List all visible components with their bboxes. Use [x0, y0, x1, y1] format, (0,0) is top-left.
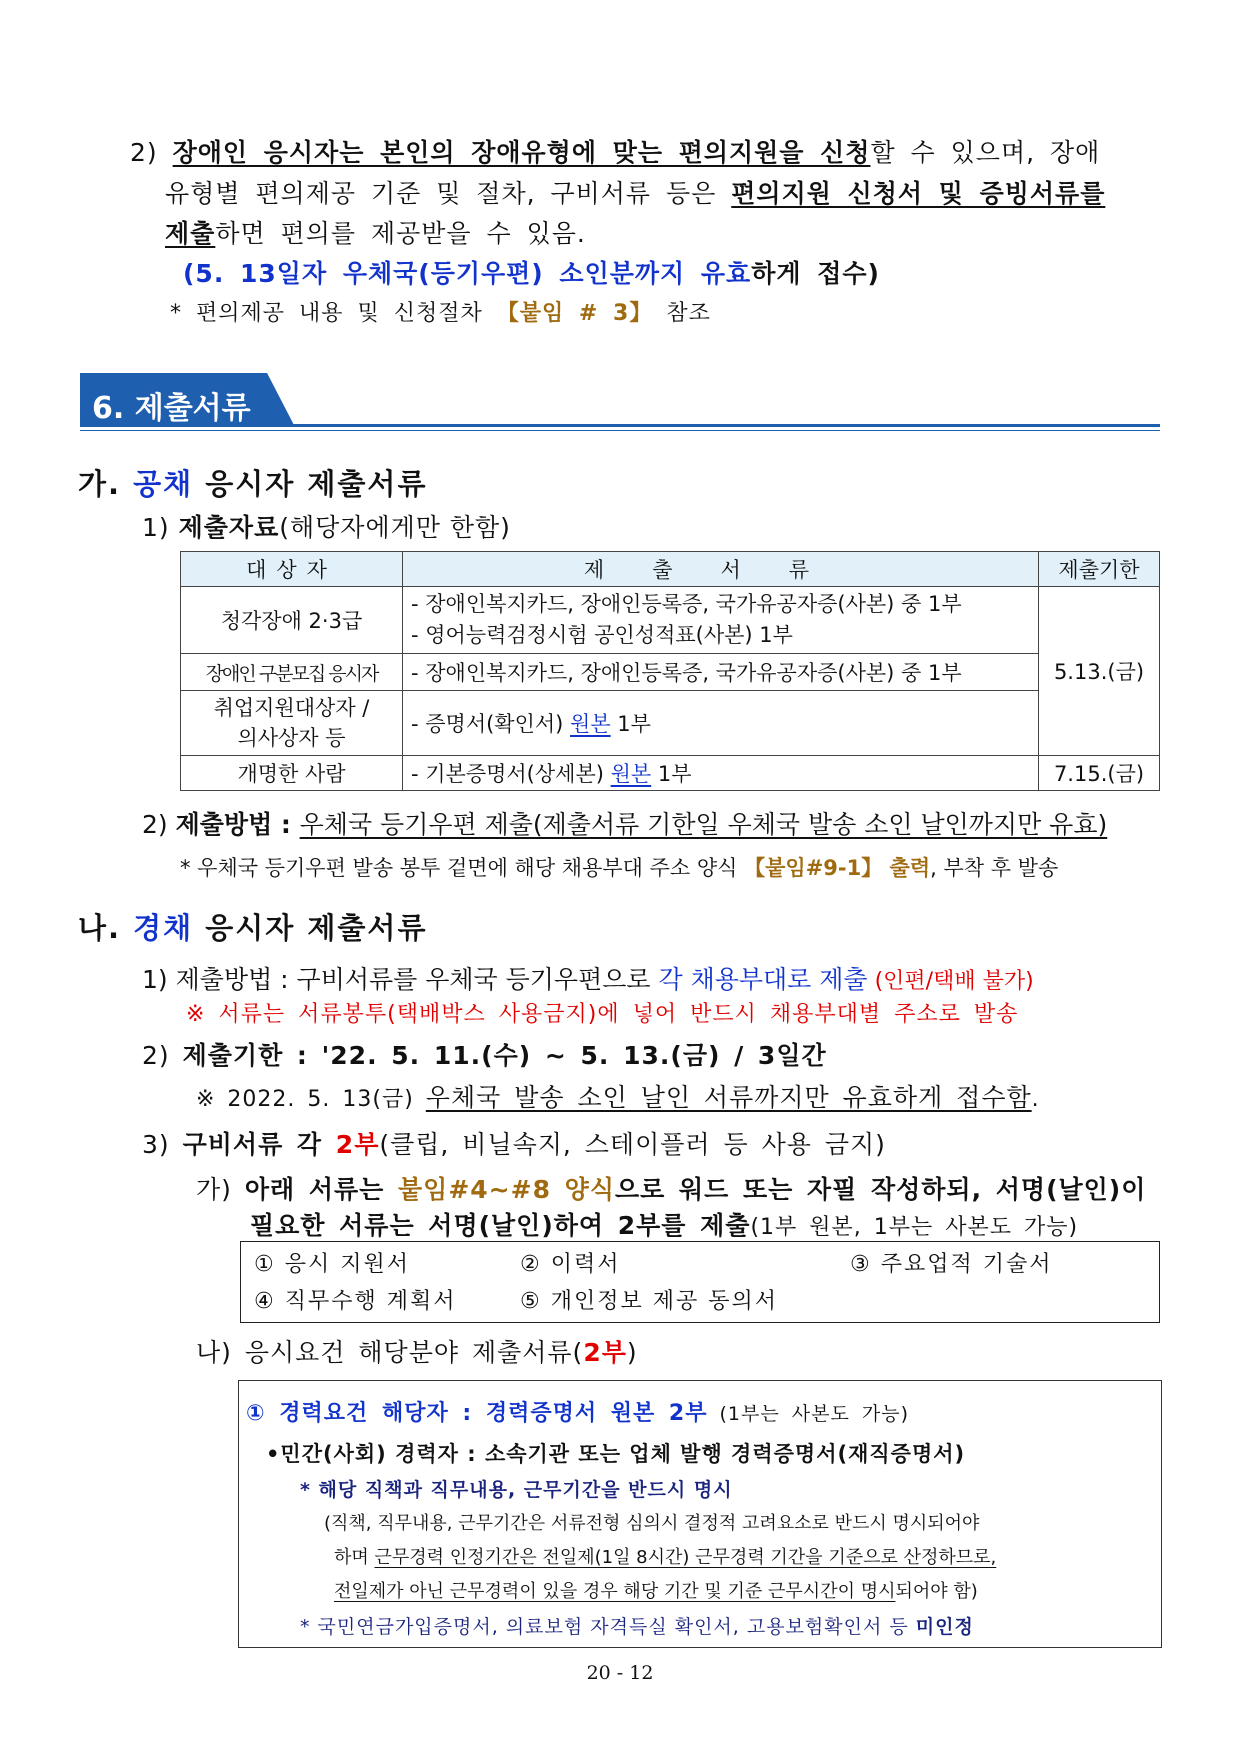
career-bullet-3: * 국민연금가입증명서, 의료보험 자격득실 확인서, 고용보험확인서 등 미인정 — [300, 1616, 974, 1638]
heading-ga: 가. 공채 응시자 제출서류 — [78, 467, 428, 501]
page-number: 20 - 12 — [586, 1662, 654, 1684]
form-2: ② 이력서 — [520, 1252, 621, 1277]
career-heading: ① 경력요건 해당자 : 경력증명서 원본 2부 (1부는 사본도 가능) — [246, 1401, 909, 1426]
row3-target — [181, 691, 403, 756]
section-title: 6. 제출서류 — [92, 391, 251, 426]
na-s1: 1) 제출방법 : 구비서류를 우체국 등기우편으로 각 채용부대로 제출 (인편/택배 불가) — [142, 965, 1034, 994]
col-header-docs: 제출서류 — [403, 552, 1039, 587]
na-na: 나) 응시요건 해당분야 제출서류(2부) — [196, 1338, 638, 1367]
row1-doc2: - 영어능력검정시험 공인성적표(사본) 1부 — [411, 623, 793, 647]
section-rule-thin — [80, 430, 1160, 431]
row3-target-b: 의사상자 등 — [237, 726, 346, 750]
na-s2: 2) 제출기한 : '22. 5. 11.(수) ~ 5. 13.(금) / 3일간 — [142, 1041, 827, 1070]
item2-line3: 제출하면 편의를 제공받을 수 있음. — [165, 219, 586, 248]
col-header-deadline: 제출기한 — [1039, 552, 1160, 587]
item2-line2: 유형별 편의제공 기준 및 절차, 구비서류 등은 편의지원 신청서 및 증빙서류를 — [165, 179, 1106, 208]
career-bullet-1: •민간(사회) 경력자 : 소속기관 또는 업체 발행 경력증명서(재직증명서) — [266, 1442, 966, 1466]
na-s2-note: ※ 2022. 5. 13(금) 우체국 발송 소인 날인 서류까지만 유효하게 접수함. — [196, 1083, 1040, 1112]
item2-line1: 2) 장애인 응시자는 본인의 장애유형에 맞는 편의지원을 신청할 수 있으며, 장애 — [130, 138, 1101, 167]
row4-target: 개명한 사람 — [181, 756, 403, 791]
form-5: ⑤ 개인정보 제공 동의서 — [520, 1289, 778, 1314]
form-3: ③ 주요업적 기술서 — [850, 1252, 1053, 1277]
form-4: ④ 직무수행 계획서 — [254, 1289, 457, 1314]
ga-sub1: 1) 제출자료(해당자에게만 한함) — [142, 513, 511, 542]
form-1: ① 응시 지원서 — [254, 1252, 410, 1277]
na-s3: 3) 구비서류 각 2부(클립, 비닐속지, 스테이플러 등 사용 금지) — [142, 1130, 886, 1159]
deadline-1: 5.13.(금) — [1039, 587, 1160, 756]
row3-doc: - 증명서(확인서) 원본 1부 — [403, 691, 1039, 756]
ga-sub2: 2) 제출방법 : 우체국 등기우편 제출(제출서류 기한일 우체국 발송 소인 날인까지만 유효) — [142, 810, 1108, 839]
career-para-3: 전일제가 아닌 근무경력이 있을 경우 해당 기간 및 기준 근무시간이 명시되어야 함) — [334, 1581, 978, 1602]
heading-na: 나. 경채 응시자 제출서류 — [78, 911, 428, 945]
row1-doc1: - 장애인복지카드, 장애인등록증, 국가유공자증(사본) 중 1부 — [411, 592, 962, 616]
row1-target: 청각장애 2·3급 — [181, 587, 403, 654]
row1-docs — [403, 587, 1039, 654]
career-para-1: (직책, 직무내용, 근무기간은 서류전형 심의시 결정적 고려요소로 반드시 명시되어야 — [324, 1513, 980, 1534]
submission-table — [180, 551, 1160, 791]
row4-doc: - 기본증명서(상세본) 원본 1부 — [403, 756, 1039, 791]
career-para-2: 하며 근무경력 인정기간은 전일제(1일 8시간) 근무경력 기간을 기준으로 산정하므로, — [334, 1547, 997, 1568]
na-ga-line1: 가) 아래 서류는 붙임#4~#8 양식으로 워드 또는 자필 작성하되, 서명(날인)이 — [196, 1175, 1147, 1204]
ga-note: * 우체국 등기우편 발송 봉투 겉면에 해당 채용부대 주소 양식 【붙임#9-1】 출력, 부착 후 발송 — [180, 856, 1059, 880]
deadline-2: 7.15.(금) — [1039, 756, 1160, 791]
career-bullet-2: * 해당 직책과 직무내용, 근무기간을 반드시 명시 — [300, 1479, 733, 1501]
item2-line4: (5. 13일자 우체국(등기우편) 소인분까지 유효하게 접수) — [183, 259, 880, 288]
col-header-target: 대상자 — [181, 552, 403, 587]
row2-doc: - 장애인복지카드, 장애인등록증, 국가유공자증(사본) 중 1부 — [403, 654, 1039, 691]
na-ga-line2: 필요한 서류는 서명(날인)하여 2부를 제출(1부 원본, 1부는 사본도 가능) — [250, 1211, 1079, 1240]
row3-target-a: 취업지원대상자 / — [213, 696, 370, 720]
na-s1-note: ※ 서류는 서류봉투(택배박스 사용금지)에 넣어 반드시 채용부대별 주소로 발송 — [186, 1002, 1019, 1027]
item2-line5: * 편의제공 내용 및 신청절차 【붙임 # 3】 참조 — [170, 301, 711, 326]
row2-target: 장애인 구분모집 응시자 — [181, 654, 403, 691]
